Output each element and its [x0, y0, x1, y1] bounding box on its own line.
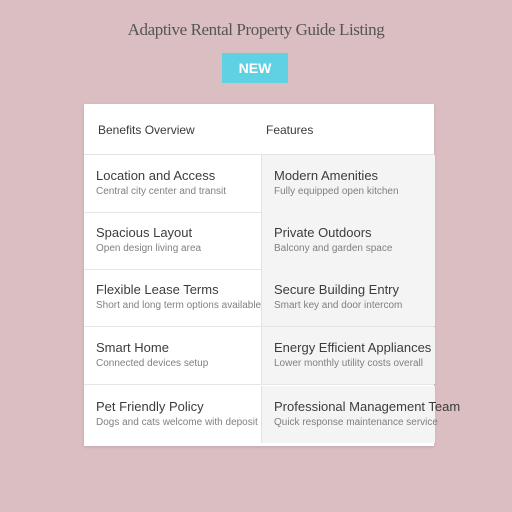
cell-title: Modern Amenities [274, 168, 379, 183]
table-cell [261, 327, 435, 384]
table-row [84, 269, 434, 327]
cell-subtitle: Quick response maintenance service [274, 417, 438, 428]
column-header-features: Features [266, 123, 314, 137]
table-row [84, 386, 461, 443]
cell-subtitle: Central city center and transit [96, 186, 227, 197]
cell-subtitle: Connected devices setup [96, 358, 209, 369]
cell-title: Smart Home [96, 340, 169, 355]
table-row [84, 155, 434, 213]
table-cell [84, 327, 260, 384]
cell-subtitle: Fully equipped open kitchen [274, 186, 399, 197]
cell-subtitle: Lower monthly utility costs overall [274, 358, 423, 369]
cell-title: Energy Efficient Appliances [274, 340, 432, 355]
cell-title: Professional Management Team [274, 399, 461, 414]
table-row [84, 212, 434, 270]
page-title: Adaptive Rental Property Guide Listing [127, 20, 385, 39]
table-row [84, 327, 434, 385]
cell-subtitle: Dogs and cats welcome with deposit [96, 417, 258, 428]
table-cell [84, 386, 260, 443]
cell-subtitle: Open design living area [96, 243, 202, 254]
cell-title: Secure Building Entry [274, 282, 400, 297]
table-cell [261, 212, 435, 269]
table-cell [84, 212, 260, 269]
table-cell [261, 386, 461, 443]
comparison-table [84, 104, 461, 446]
table-cell [84, 155, 260, 212]
cell-subtitle: Balcony and garden space [274, 243, 393, 254]
cell-subtitle: Smart key and door intercom [274, 300, 403, 311]
cell-title: Flexible Lease Terms [96, 282, 219, 297]
column-header-benefits: Benefits Overview [98, 123, 195, 137]
cell-title: Location and Access [96, 168, 216, 183]
cell-title: Spacious Layout [96, 225, 193, 240]
table-cell [84, 269, 260, 326]
table-cell [261, 155, 435, 212]
cell-title: Pet Friendly Policy [96, 399, 204, 414]
cell-subtitle: Short and long term options available [96, 300, 262, 311]
cell-title: Private Outdoors [274, 225, 372, 240]
table-header [84, 104, 434, 155]
table-cell [261, 269, 435, 326]
new-badge-button[interactable]: NEW [222, 53, 288, 83]
